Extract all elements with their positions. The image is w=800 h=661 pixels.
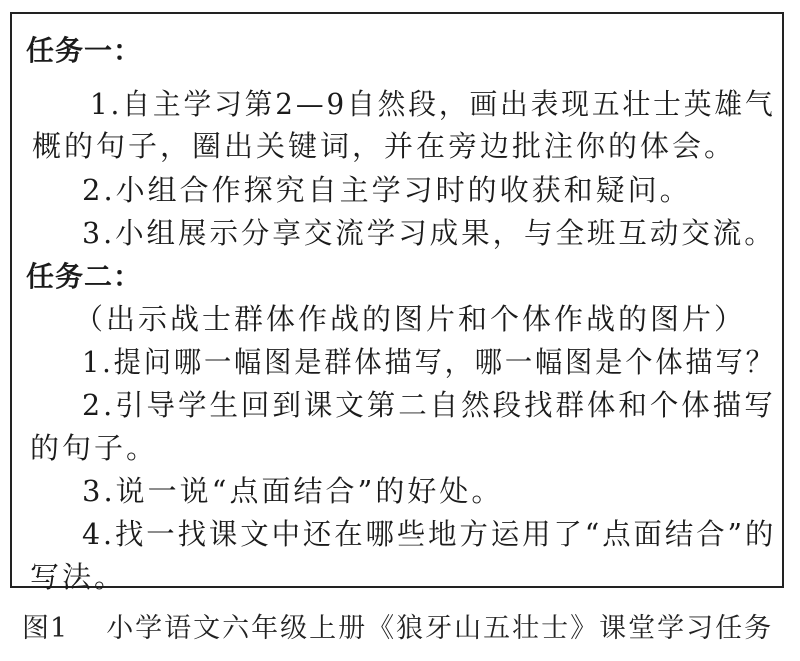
- task2-item-1: 1.提问哪一幅图是群体描写，哪一幅图是个体描写？: [82, 345, 776, 379]
- task2-heading: 任务二：: [26, 260, 143, 293]
- task2-item-4-cont: 写法。: [30, 560, 127, 594]
- task-box: [10, 12, 784, 594]
- task2-item-4: 4.找一找课文中还在哪些地方运用了“点面结合”的: [82, 517, 777, 551]
- task1-item-3: 3.小组展示分享交流学习成果，与全班互动交流。: [82, 216, 776, 250]
- task2-item-2-cont: 的句子。: [30, 431, 159, 465]
- figure-title: 小学语文六年级上册《狼牙山五壮士》课堂学习任务: [106, 613, 774, 644]
- task1-item-2: 2.小组合作探究自主学习时的收获和疑问。: [82, 173, 692, 207]
- task1-item-1: 1.自主学习第2—9自然段，画出表现五壮士英雄气: [90, 87, 776, 121]
- figure-caption: [22, 612, 773, 646]
- task2-note: （出示战士群体作战的图片和个体作战的图片）: [74, 302, 747, 336]
- task1-item-1-cont: 概的句子，圈出关键词，并在旁边批注你的体会。: [32, 129, 737, 163]
- task2-item-2: 2.引导学生回到课文第二自然段找群体和个体描写: [82, 388, 776, 422]
- task1-heading: 任务一：: [26, 34, 143, 67]
- task2-item-3: 3.说一说“点面结合”的好处。: [82, 474, 504, 508]
- figure-label: 图1: [22, 613, 69, 644]
